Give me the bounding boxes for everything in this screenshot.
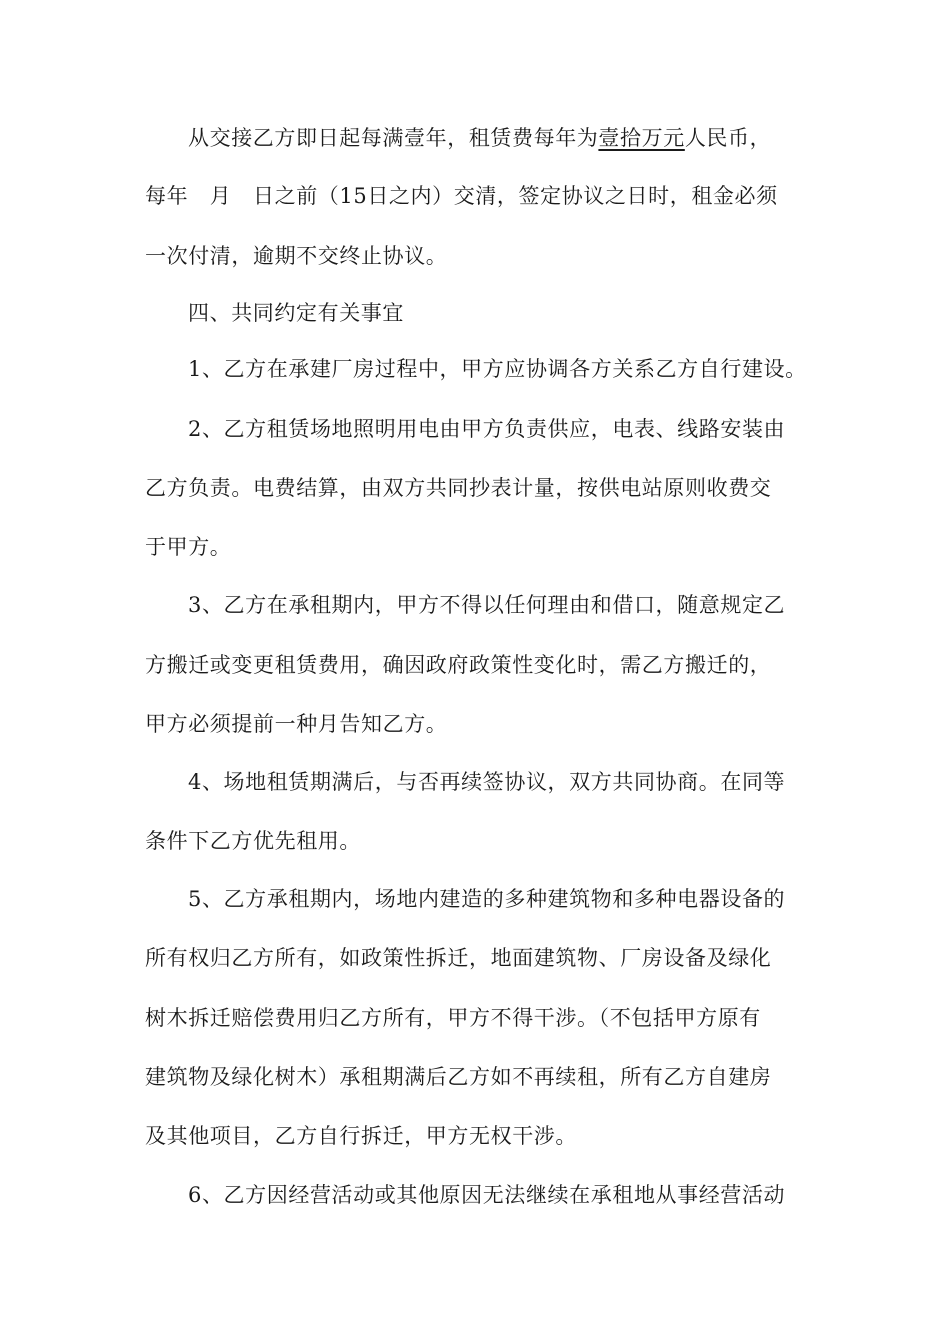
section-heading: 四、共同约定有关事宜 [188, 301, 404, 325]
clause-5-line-1: 5、乙方承租期内，场地内建造的多种建筑物和多种电器设备的 [188, 887, 786, 911]
clause-2-line-1: 2、乙方租赁场地照明用电由甲方负责供应，电表、线路安装由 [188, 417, 786, 441]
clause-4-line-2: 条件下乙方优先租用。 [145, 829, 361, 853]
underlined-amount: 壹拾万元 [598, 126, 685, 150]
text-segment: 人民币， [684, 126, 772, 150]
text-segment: 从交接乙方即日起每满壹年，租赁费每年为 [188, 126, 599, 150]
clause-5-line-3: 树木拆迁赔偿费用归乙方所有，甲方不得干涉。（不包括甲方原有 [145, 1006, 761, 1030]
clause-5-line-2: 所有权归乙方所有，如政策性拆迁，地面建筑物、厂房设备及绿化 [145, 946, 772, 970]
clause-6-line-1: 6、乙方因经营活动或其他原因无法继续在承租地从事经营活动 [188, 1183, 786, 1207]
clause-4-line-1: 4、场地租赁期满后，与否再续签协议，双方共同协商。在同等 [188, 770, 786, 794]
clause-1-line-1: 1、乙方在承建厂房过程中，甲方应协调各方关系乙方自行建设。 [188, 357, 807, 381]
clause-5-line-5: 及其他项目，乙方自行拆迁，甲方无权干涉。 [145, 1124, 577, 1148]
clause-5-line-4: 建筑物及绿化树木）承租期满后乙方如不再续租，所有乙方自建房 [145, 1065, 772, 1089]
clause-2-line-2: 乙方负责。电费结算，由双方共同抄表计量，按供电站原则收费交 [145, 476, 772, 500]
paragraph-rent-line-2: 每年 月 日之前（15日之内）交清，签定协议之日时，租金必须 [145, 184, 778, 208]
clause-3-line-2: 方搬迁或变更租赁费用，确因政府政策性变化时，需乙方搬迁的， [145, 653, 772, 677]
clause-3-line-1: 3、乙方在承租期内，甲方不得以任何理由和借口，随意规定乙 [188, 593, 786, 617]
clause-2-line-3: 于甲方。 [145, 535, 232, 559]
paragraph-rent-line-3: 一次付清，逾期不交终止协议。 [145, 244, 448, 268]
paragraph-rent-line-1 [188, 123, 771, 153]
clause-3-line-3: 甲方必须提前一种月告知乙方。 [145, 712, 448, 736]
